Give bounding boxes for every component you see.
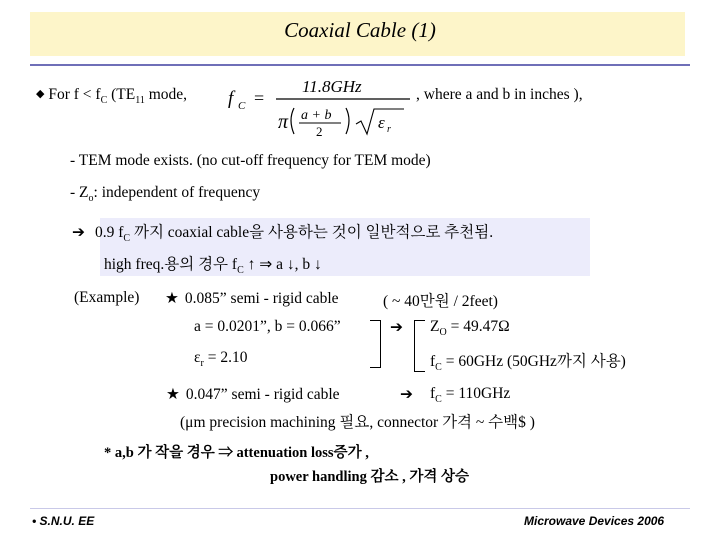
formula-paren-left xyxy=(291,108,294,134)
formula-numerator: 11.8GHz xyxy=(302,77,362,96)
arrow-up-icon: ↑ xyxy=(247,256,256,273)
diamond-bullet-icon: ◆ xyxy=(36,88,45,100)
arrow-right-icon: ➔ xyxy=(390,319,403,336)
formula-two: 2 xyxy=(316,124,323,139)
left-bracket xyxy=(414,320,425,372)
tem-mode-line: - TEM mode exists. (no cut-off frequency for TEM mode) xyxy=(70,152,431,169)
example-cutoff-60: $f_C = 60GHz$ (50GHz까지 사용) xyxy=(430,353,626,374)
bullet-line-cutoff xyxy=(36,86,187,106)
footer-rule xyxy=(30,508,690,509)
formula-eps-sub: r xyxy=(387,124,391,135)
slide-title: Coaxial Cable (1) xyxy=(284,18,436,42)
formula-paren-right xyxy=(346,108,349,134)
mode-label: ($TE_{11}$ mode, xyxy=(111,86,188,107)
star-icon: ★ xyxy=(166,386,180,403)
example-permittivity: $\varepsilon_r = 2.10$ xyxy=(194,349,248,370)
cutoff-tail: , where a and b in inches ), xyxy=(416,86,583,103)
star-icon: ★ xyxy=(165,290,179,307)
example-cable-1: ★ 0.085” semi - rigid cable xyxy=(165,290,339,307)
recommend-line-1: ➔ 0.9 $f_C$ 까지 coaxial cable을 사용하는 것이 일반적으로 추천됨. xyxy=(72,224,494,245)
arrow-down-icon: ↓ xyxy=(314,256,322,273)
arrow-right-icon: ➔ xyxy=(72,224,85,241)
right-bracket xyxy=(370,320,381,368)
title-rule xyxy=(30,64,690,66)
note-line-2: power handling 감소 , 가격 상승 xyxy=(270,469,470,485)
cutoff-formula xyxy=(224,68,414,140)
formula-equals: = xyxy=(254,88,265,108)
footer-right: Microwave Devices 2006 xyxy=(524,514,665,528)
formula-ab: a + b xyxy=(301,108,332,123)
example-precision-note: (μm precision machining 필요, connector 가격 ~ 수백$ ) xyxy=(180,414,535,431)
example-label: (Example) xyxy=(74,289,140,306)
example-impedance: $Z_O = 49.47\Omega$ xyxy=(430,318,510,339)
formula-lhs: f xyxy=(228,88,234,109)
cutoff-condition: For $f < f_C$ xyxy=(48,86,108,107)
footer-left: • S.N.U. EE xyxy=(32,514,95,528)
formula-lhs-sub: C xyxy=(238,100,246,112)
arrow-right-icon: ➔ xyxy=(400,386,413,403)
arrow-down-icon: ↓ xyxy=(286,256,295,273)
note-line-1: * a,b 가 작을 경우 ⇒ attenuation loss증가 , xyxy=(104,445,369,461)
example-cost: ( ~ 40만원 / 2feet) xyxy=(383,293,498,310)
recommend-line-2: high freq.용의 경우 $f_C$ ↑ ⇒ a ↓, b ↓ xyxy=(104,256,322,277)
formula-pi: π xyxy=(278,111,289,133)
example-dimensions: a = 0.0201”, b = 0.066” xyxy=(194,318,341,335)
impedance-line: - $Z_o$: independent of frequency xyxy=(70,184,261,205)
formula-eps: ε xyxy=(378,113,385,132)
example-cable-2: ★ 0.047” semi - rigid cable xyxy=(166,386,340,403)
example-cutoff-110: $f_C = 110GHz$ xyxy=(430,385,511,406)
